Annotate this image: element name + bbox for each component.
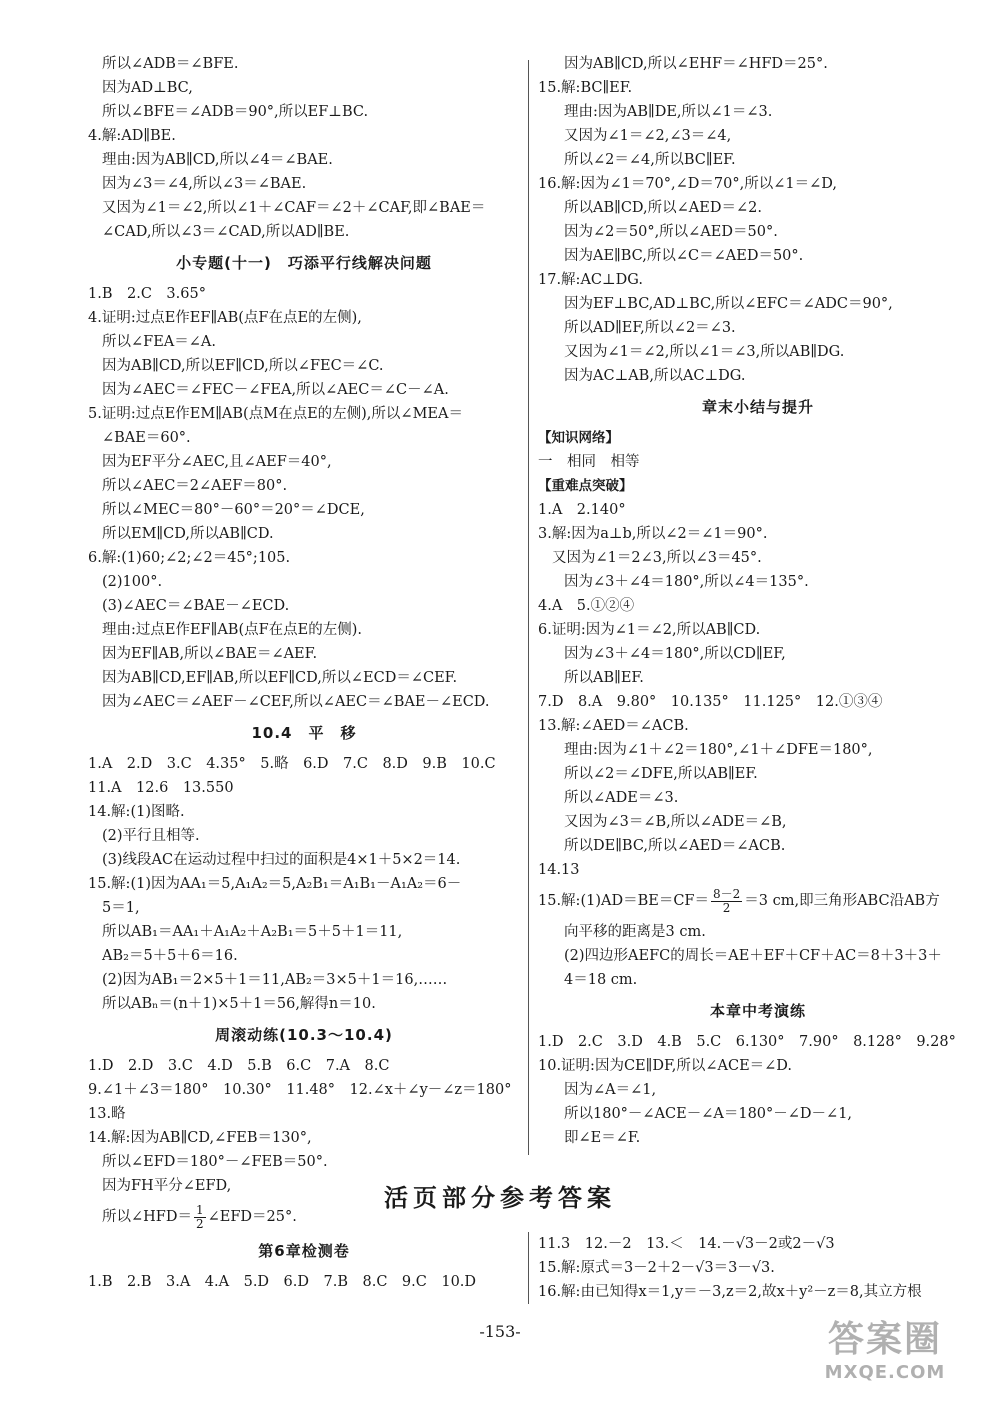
answer-line (538, 364, 978, 388)
answer-line (88, 896, 520, 920)
answer-text: 本章中考演练 (709, 1002, 806, 1020)
answer-line (538, 594, 978, 618)
answer-line (88, 354, 520, 378)
fraction-denominator: 2 (195, 1216, 204, 1231)
answer-line (538, 786, 978, 810)
answer-text: 所以∠MEC＝80°－60°＝20°＝∠DCE, (102, 502, 365, 518)
answer-text: 1.A 2.140° (538, 502, 626, 518)
fraction-denominator: 2 (722, 900, 731, 915)
answer-line (88, 330, 520, 354)
answer-text: 1.B 2.C 3.65° (88, 286, 206, 302)
answer-line (88, 148, 520, 172)
answer-line (538, 882, 978, 920)
answer-line (538, 1280, 978, 1304)
answer-text: 6.解:(1)60;∠2;∠2＝45°;105. (88, 550, 291, 566)
answer-line (538, 1232, 978, 1256)
appendix-left-column (88, 1232, 520, 1294)
answer-text: 所以ABₙ＝(n＋1)×5＋1＝56,解得n＝10. (102, 996, 376, 1012)
answer-text: 理由:过点E作EF∥AB(点F在点E的左侧). (102, 622, 363, 638)
answer-line (88, 1126, 520, 1150)
answer-line (538, 196, 978, 220)
answer-text: (3)线段AC在运动过程中扫过的面积是4×1＋5×2＝14. (102, 852, 461, 868)
answer-text: 11.3 12.－2 13.＜ 14.－√3－2或2－√3 (538, 1236, 835, 1252)
answer-line (88, 100, 520, 124)
section-heading (88, 1232, 520, 1270)
answer-text: (2)四边形AEFC的周长＝AE＋EF＋CF＋AC＝8＋3＋3＋ (564, 948, 942, 964)
fraction-numerator: 8－2 (712, 886, 741, 901)
section-heading (538, 388, 978, 426)
answer-text: 10.证明:因为CE∥DF,所以∠ACE＝∠D. (538, 1058, 793, 1074)
answer-text: 1.B 2.B 3.A 4.A 5.D 6.D 7.B 8.C 9.C 10.D (88, 1274, 477, 1290)
answer-text: 【知识网络】 (538, 430, 619, 446)
answer-text: 所以AB∥EF. (564, 670, 644, 686)
answer-line (538, 714, 978, 738)
answer-text: 17.解:AC⊥DG. (538, 272, 643, 288)
answer-text: 理由:因为∠1＋∠2＝180°,∠1＋∠DFE＝180°, (564, 742, 873, 758)
answer-text: 14.解:因为AB∥CD,∠FEB＝130°, (88, 1130, 312, 1146)
answer-text: 因为AD⊥BC, (102, 80, 193, 96)
answer-line (538, 762, 978, 786)
answer-line (538, 172, 978, 196)
answer-line (538, 1102, 978, 1126)
appendix-column-divider (528, 1232, 529, 1304)
answer-text: 又因为∠1＝∠2,∠3＝∠4, (564, 128, 732, 144)
answer-text: 16.解:因为∠1＝70°,∠D＝70°,所以∠1＝∠D, (538, 176, 837, 192)
answer-line (538, 100, 978, 124)
subsection-label (538, 474, 978, 498)
section-title-appendix-answers: 活页部分参考答案 (384, 1183, 616, 1212)
answer-line (88, 690, 520, 714)
column-divider (528, 60, 529, 1155)
answer-line (88, 872, 520, 896)
answer-line (88, 992, 520, 1016)
answer-text: 5＝1, (102, 900, 140, 916)
answer-line (88, 944, 520, 968)
answer-text: 因为∠2＝50°,所以∠AED＝50°. (564, 224, 778, 240)
answer-text: 因为∠A＝∠1, (564, 1082, 657, 1098)
answer-line (538, 76, 978, 100)
answer-text: 所以∠2＝∠DFE,所以AB∥EF. (564, 766, 758, 782)
answer-text: 因为EF∥AB,所以∠BAE＝∠AEF. (102, 646, 318, 662)
answer-line (88, 570, 520, 594)
answer-line (88, 402, 520, 426)
answer-text: 所以∠FEA＝∠A. (102, 334, 216, 350)
answer-text: 因为AE∥BC,所以∠C＝∠AED＝50°. (564, 248, 804, 264)
answer-line (88, 920, 520, 944)
answer-text: (2)100°. (102, 574, 163, 590)
answer-line (88, 1078, 520, 1102)
answer-text: 14.13 (538, 862, 580, 878)
answer-line (88, 1270, 520, 1294)
answer-line (88, 474, 520, 498)
answer-text: 所以180°－∠ACE－∠A＝180°－∠D－∠1, (564, 1106, 853, 1122)
answer-line (88, 968, 520, 992)
answer-text: 15.解:原式＝3－2＋2－√3＝3－√3. (538, 1260, 775, 1276)
answer-line (88, 824, 520, 848)
answer-text: 因为EF平分∠AEC,且∠AEF＝40°, (102, 454, 332, 470)
answer-text: 4.解:AD∥BE. (88, 128, 176, 144)
answer-text: 所以∠2＝∠4,所以BC∥EF. (564, 152, 736, 168)
answer-line (88, 666, 520, 690)
answer-text: 因为∠3＋∠4＝180°,所以∠4＝135°. (564, 574, 809, 590)
answer-text: 9.∠1＋∠3＝180° 10.30° 11.48° 12.∠x＋∠y－∠z＝180° (88, 1082, 512, 1098)
answer-line (538, 1078, 978, 1102)
answer-line (88, 800, 520, 824)
answer-line (538, 340, 978, 364)
fraction (711, 888, 742, 915)
answer-line (88, 776, 520, 800)
answer-text: 13.略 (88, 1106, 126, 1122)
answer-text: 一 相同 相等 (538, 454, 640, 470)
answer-text: 所以∠ADE＝∠3. (564, 790, 679, 806)
answer-text: 又因为∠1＝2∠3,所以∠3＝45°. (552, 550, 762, 566)
answer-text: (2)因为AB₁＝2×5＋1＝11,AB₂＝3×5＋1＝16,…… (102, 972, 448, 988)
answer-line (538, 522, 978, 546)
answer-text: 15.解:(1)因为AA₁＝5,A₁A₂＝5,A₂B₁＝A₁B₁－A₁A₂＝6－ (88, 876, 462, 892)
left-column (88, 52, 520, 1236)
watermark-logo (800, 1318, 970, 1398)
answer-text: 章末小结与提升 (701, 398, 814, 416)
answer-line (88, 752, 520, 776)
answer-line (538, 642, 978, 666)
answer-line (88, 306, 520, 330)
watermark-text: 答案圈 (827, 1319, 942, 1360)
answer-line (538, 316, 978, 340)
answer-text: 因为∠AEC＝∠AEF－∠CEF,所以∠AEC＝∠BAE－∠ECD. (102, 694, 490, 710)
answer-text: 因为∠3＋∠4＝180°,所以CD∥EF, (564, 646, 786, 662)
answer-text: 所以AD∥EF,所以∠2＝∠3. (564, 320, 736, 336)
answer-text: 小专题(十一) 巧添平行线解决问题 (176, 254, 432, 272)
answer-text: ∠CAD,所以∠3＝∠CAD,所以AD∥BE. (102, 224, 350, 240)
answer-line (88, 378, 520, 402)
answer-text: 1.D 2.D 3.C 4.D 5.B 6.C 7.A 8.C (88, 1058, 390, 1074)
watermark-url: MXQE.COM (824, 1362, 946, 1383)
answer-text: 因为AB∥CD,所以EF∥CD,所以∠FEC＝∠C. (102, 358, 384, 374)
answer-text: 所以EM∥CD,所以AB∥CD. (102, 526, 274, 542)
answer-line (538, 1054, 978, 1078)
answer-text: 因为AC⊥AB,所以AC⊥DG. (564, 368, 746, 384)
answer-text-continued: ∠EFD＝25°. (207, 1209, 297, 1225)
answer-line (88, 76, 520, 100)
fraction-numerator: 1 (195, 1202, 204, 1217)
answer-text: 第6章检测卷 (258, 1242, 350, 1260)
answer-text: 所以AB∥CD,所以∠AED＝∠2. (564, 200, 762, 216)
answer-text: 因为AB∥CD,EF∥AB,所以EF∥CD,所以∠ECD＝∠CEF. (102, 670, 458, 686)
answer-text: (3)∠AEC＝∠BAE－∠ECD. (102, 598, 290, 614)
answer-line (88, 282, 520, 306)
answer-line (538, 618, 978, 642)
answer-line (88, 498, 520, 522)
answer-line (538, 920, 978, 944)
answer-text: 所以∠HFD＝ (102, 1209, 192, 1225)
answer-text: 5.证明:过点E作EM∥AB(点M在点E的左侧),所以∠MEA＝ (88, 406, 463, 422)
answer-text: 7.D 8.A 9.80° 10.135° 11.125° 12.①③④ (538, 694, 883, 710)
answer-text: 所以∠ADB＝∠BFE. (102, 56, 239, 72)
answer-line (538, 1030, 978, 1054)
answer-line (538, 570, 978, 594)
answer-text: ∠BAE＝60°. (102, 430, 191, 446)
answer-text: 又因为∠3＝∠B,所以∠ADE＝∠B, (564, 814, 787, 830)
answer-line (538, 124, 978, 148)
answer-line (538, 546, 978, 570)
answer-line (88, 1102, 520, 1126)
answer-line (538, 666, 978, 690)
answer-text: (2)平行且相等. (102, 828, 200, 844)
answer-text: 1.D 2.C 3.D 4.B 5.C 6.130° 7.90° 8.128° 9.28° (538, 1034, 956, 1050)
answer-line (538, 1256, 978, 1280)
answer-text: 所以AB₁＝AA₁＋A₁A₂＋A₂B₁＝5＋5＋1＝11, (102, 924, 403, 940)
answer-line (538, 810, 978, 834)
answer-text: 所以DE∥BC,所以∠AED＝∠ACB. (564, 838, 786, 854)
answer-text: 3.解:因为a⊥b,所以∠2＝∠1＝90°. (538, 526, 768, 542)
answer-text: 因为FH平分∠EFD, (102, 1178, 232, 1194)
subsection-label (538, 426, 978, 450)
answer-line (88, 124, 520, 148)
appendix-right-column (538, 1232, 978, 1304)
answer-line (538, 220, 978, 244)
answer-line (538, 292, 978, 316)
answer-line (88, 196, 520, 220)
answer-line (88, 1150, 520, 1174)
answer-text: 15.解:(1)AD＝BE＝CF＝ (538, 893, 709, 909)
answer-line (538, 858, 978, 882)
answer-line (88, 52, 520, 76)
answer-text: 理由:因为AB∥CD,所以∠4＝∠BAE. (102, 152, 333, 168)
answer-line (538, 1126, 978, 1150)
answer-text: 因为∠AEC＝∠FEC－∠FEA,所以∠AEC＝∠C－∠A. (102, 382, 449, 398)
answer-line (88, 848, 520, 872)
answer-text: 因为∠3＝∠4,所以∠3＝∠BAE. (102, 176, 307, 192)
answer-text: 6.证明:因为∠1＝∠2,所以AB∥CD. (538, 622, 761, 638)
answer-text: 11.A 12.6 13.550 (88, 780, 234, 796)
answer-line (88, 172, 520, 196)
answer-line (538, 52, 978, 76)
answer-line (88, 450, 520, 474)
answer-line (538, 268, 978, 292)
page-number: -153- (479, 1322, 521, 1341)
answer-text: 【重难点突破】 (538, 478, 633, 494)
answer-text: AB₂＝5＋5＋6＝16. (102, 948, 238, 964)
answer-text: 理由:因为AB∥DE,所以∠1＝∠3. (564, 104, 773, 120)
right-column (538, 52, 978, 1150)
answer-line (88, 1054, 520, 1078)
answer-line (538, 148, 978, 172)
answer-text: 又因为∠1＝∠2,所以∠1＋∠CAF＝∠2＋∠CAF,即∠BAE＝ (102, 200, 486, 216)
answer-line (88, 642, 520, 666)
answer-line (538, 690, 978, 714)
answer-text: 13.解:∠AED＝∠ACB. (538, 718, 689, 734)
answer-text: 周滚动练(10.3～10.4) (215, 1026, 393, 1044)
answer-text: 因为AB∥CD,所以∠EHF＝∠HFD＝25°. (564, 56, 828, 72)
answer-line (538, 968, 978, 992)
answer-text: 4.证明:过点E作EF∥AB(点F在点E的左侧), (88, 310, 362, 326)
section-heading (88, 244, 520, 282)
answer-line (538, 944, 978, 968)
answer-text: 即∠E＝∠F. (564, 1130, 641, 1146)
answer-text: 10.4 平 移 (251, 724, 357, 742)
answer-text-continued: ＝3 cm,即三角形ABC沿AB方 (744, 893, 940, 909)
answer-line (88, 522, 520, 546)
answer-line (88, 220, 520, 244)
answer-line (88, 426, 520, 450)
answer-text: 1.A 2.D 3.C 4.35° 5.略 6.D 7.C 8.D 9.B 10.C (88, 756, 496, 772)
answer-line (88, 618, 520, 642)
answer-text: 因为EF⊥BC,AD⊥BC,所以∠EFC＝∠ADC＝90°, (564, 296, 893, 312)
answer-line (88, 594, 520, 618)
answer-text: 15.解:BC∥EF. (538, 80, 633, 96)
section-heading (88, 714, 520, 752)
answer-line (538, 450, 978, 474)
answer-line (88, 546, 520, 570)
answer-line (538, 738, 978, 762)
answer-text: 所以∠EFD＝180°－∠FEB＝50°. (102, 1154, 328, 1170)
answer-text: 向平移的距离是3 cm. (564, 924, 706, 940)
answer-line (538, 498, 978, 522)
answer-text: 所以∠BFE＝∠ADB＝90°,所以EF⊥BC. (102, 104, 369, 120)
answer-text: 所以∠AEC＝2∠AEF＝80°. (102, 478, 288, 494)
answer-text: 又因为∠1＝∠2,所以∠1＝∠3,所以AB∥DG. (564, 344, 845, 360)
answer-line (538, 244, 978, 268)
answer-text: 4＝18 cm. (564, 972, 638, 988)
answer-text: 16.解:由已知得x＝1,y＝－3,z＝2,故x＋y²－z＝8,其立方根 (538, 1284, 922, 1300)
answer-line (538, 834, 978, 858)
section-heading (88, 1016, 520, 1054)
answer-text: 4.A 5.①②④ (538, 598, 635, 614)
answer-text: 14.解:(1)图略. (88, 804, 185, 820)
section-heading (538, 992, 978, 1030)
